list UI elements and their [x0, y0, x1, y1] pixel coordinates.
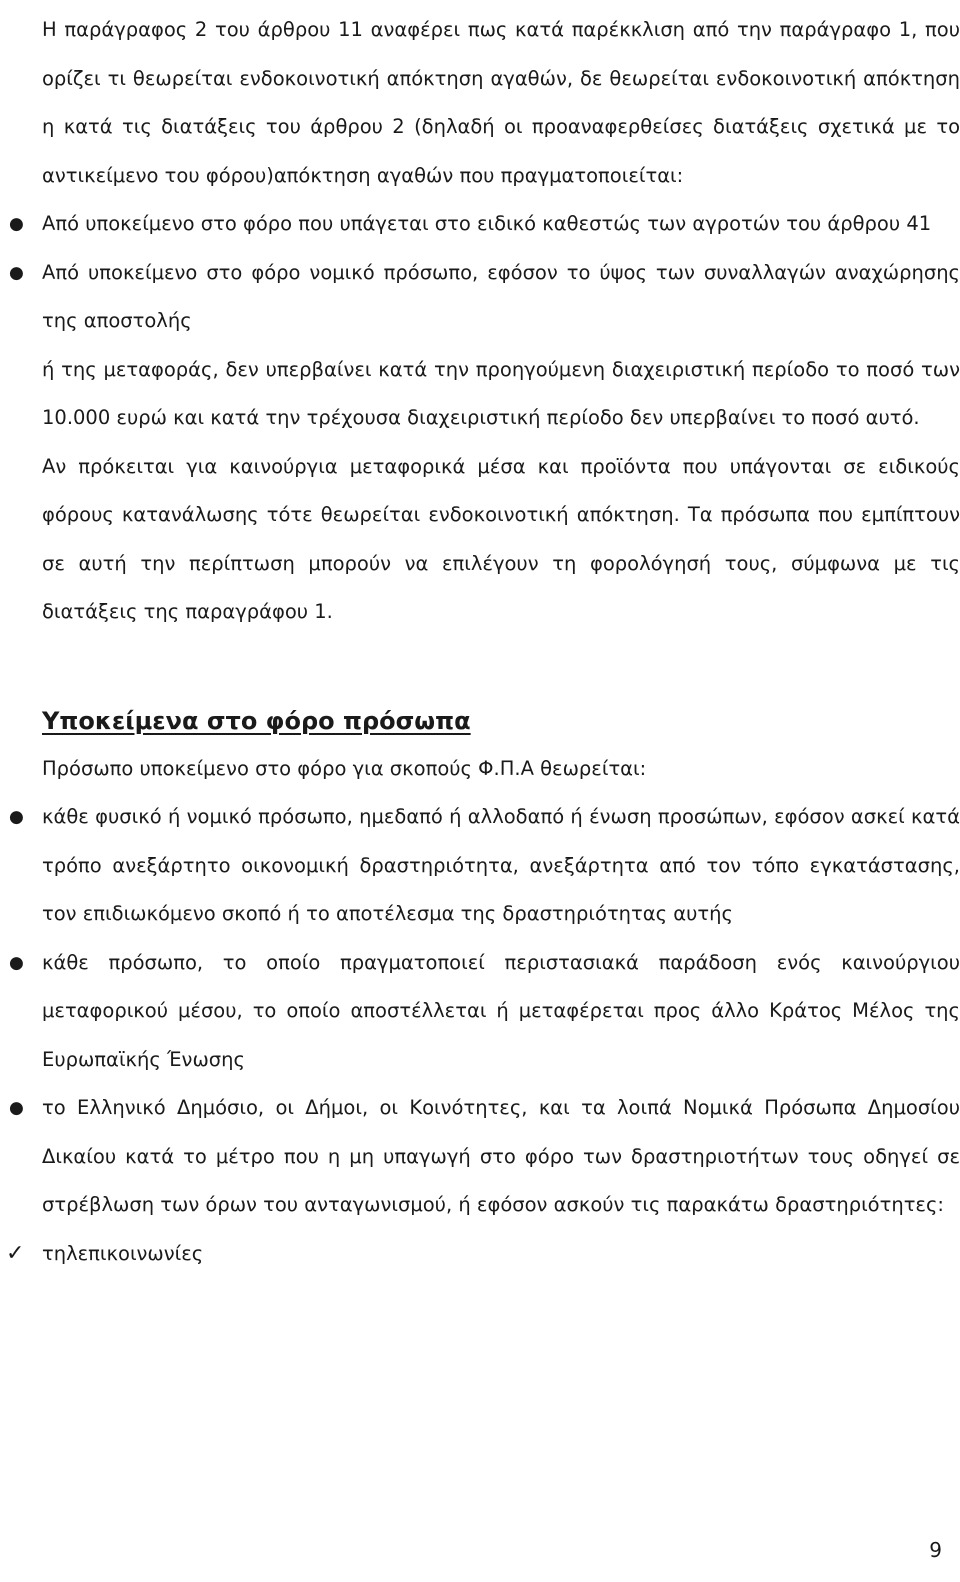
bullet-text: το Ελληνικό Δημόσιο, οι Δήμοι, οι Κοινότητες, και τα λοιπά Νομικά Πρόσωπα Δημοσίου Δικαίου κατά το μέτρο που η μη υπαγωγή στο φόρο των δραστηριοτήτων τους οδηγεί σε στρέβλωση των όρων του ανταγωνισμού, ή εφόσον ασκούν τις παρακάτω δραστηριότητες:: [42, 1096, 960, 1216]
bullet-text: κάθε πρόσωπο, το οποίο πραγματοποιεί περιστασιακά παράδοση ενός καινούργιου μεταφορικού μέσου, το οποίο αποστέλλεται ή μεταφέρεται προς άλλο Κράτος Μέλος της Ευρωπαϊκής Ένωσης: [42, 950, 960, 1071]
bullet-icon: ●: [9, 1098, 24, 1118]
bullet-text: Από υποκείμενο στο φόρο νομικό πρόσωπο, εφόσον το ύψος των συναλλαγών αναχώρησης της αποστολής: [42, 260, 960, 332]
paragraph-intro: Η παράγραφος 2 του άρθρου 11 αναφέρει πως κατά παρέκκλιση από την παράγραφο 1, που ορίζει τι θεωρείται ενδοκοινοτική απόκτηση αγαθών, δε θεωρείται ενδοκοινοτική απόκτηση η κατά τις διατάξεις του άρθρου 2 (δηλαδή οι προαναφερθείσες διατάξεις σχετικά με το αντικείμενο του φόρου)απόκτηση αγαθών που πραγματοποιείται:: [42, 18, 960, 187]
list-item: [9, 200, 960, 249]
bullet-icon: ●: [9, 214, 24, 234]
section-heading: Υποκείμενα στο φόρο πρόσωπα: [42, 706, 471, 735]
list-item: [9, 939, 960, 1085]
document-page: [6, 6, 960, 1278]
bullet-icon: ●: [9, 262, 24, 283]
section-intro: Πρόσωπο υποκείμενο στο φόρο για σκοπούς Φ.Π.Α θεωρείται:: [42, 756, 647, 780]
bullet-text: κάθε φυσικό ή νομικό πρόσωπο, ημεδαπό ή αλλοδαπό ή ένωση προσώπων, εφόσον ασκεί κατά τρόπο ανεξάρτητο οικονομική δραστηριότητα, ανεξάρτητα από τον τόπο εγκατάστασης, τον επιδιωκόμενο σκοπό ή το αποτέλεσμα της δραστηριότητας αυτής: [42, 805, 960, 925]
check-item-text: τηλεπικοινωνίες: [42, 1241, 204, 1265]
list-item: [9, 249, 960, 346]
bullet-icon: ●: [9, 807, 24, 827]
paragraph-continuation: ή της μεταφοράς, δεν υπερβαίνει κατά την προηγούμενη διαχειριστική περίοδο το ποσό των 10.000 ευρώ και κατά την τρέχουσα διαχειριστική περίοδο δεν υπερβαίνει το ποσό αυτό.: [42, 357, 960, 429]
bullet-text: Από υποκείμενο στο φόρο που υπάγεται στο ειδικό καθεστώς των αγροτών του άρθρου 41: [42, 212, 932, 235]
list-item: [9, 793, 960, 939]
paragraph-new-vehicles: Αν πρόκειται για καινούργια μεταφορικά μέσα και προϊόντα που υπάγονται σε ειδικούς φόρους κατανάλωσης τότε θεωρείται ενδοκοινοτική απόκτηση. Τα πρόσωπα που εμπίπτουν σε αυτή την περίπτωση μπορούν να επιλέγουν τη φορολόγησή τους, σύμφωνα με τις διατάξεις της παραγράφου 1.: [42, 454, 960, 623]
check-list-item: [6, 1230, 960, 1279]
page-number: 9: [929, 1538, 942, 1562]
bullet-icon: ●: [9, 952, 24, 973]
checkmark-icon: ✓: [6, 1240, 25, 1266]
list-item: [9, 1084, 960, 1230]
